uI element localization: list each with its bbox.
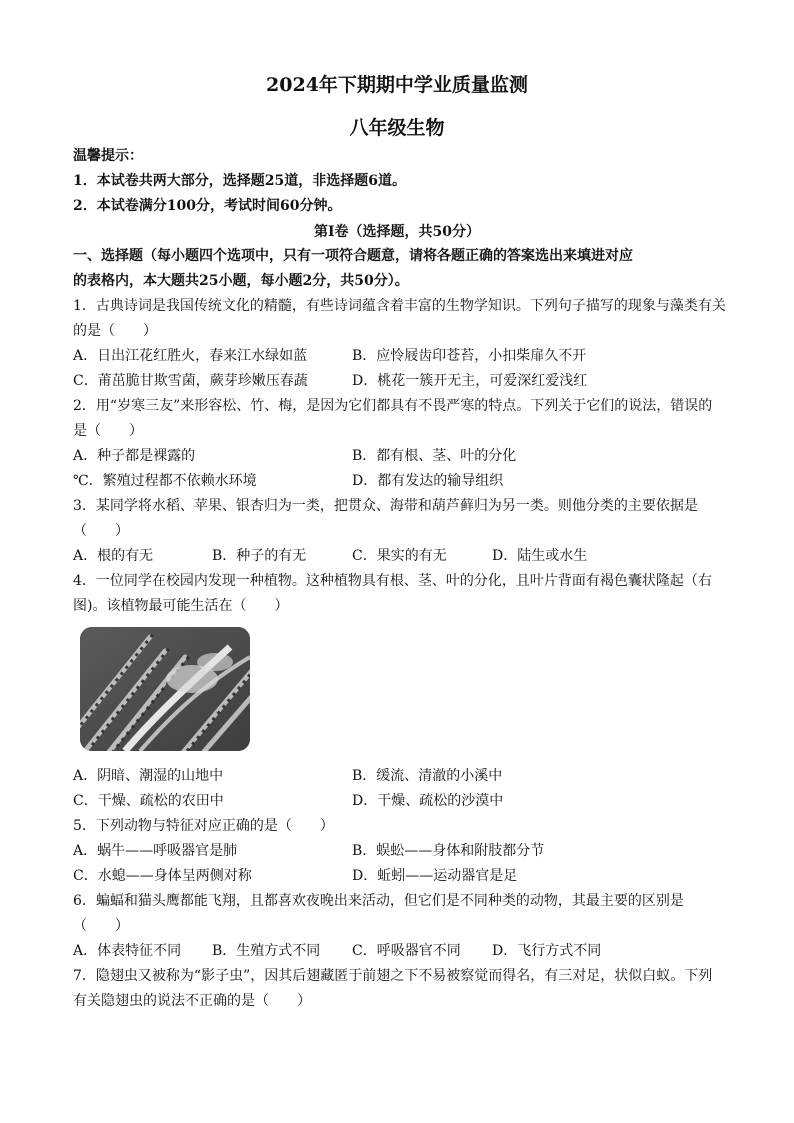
q2-option-c: ℃．繁殖过程都不依赖水环境 bbox=[73, 473, 257, 489]
notice-item-2: 2．本试卷满分100分，考试时间60分钟。 bbox=[73, 198, 342, 214]
notice-label: 温馨提示： bbox=[73, 148, 143, 164]
q5-option-d: D．蚯蚓——运动器官是足 bbox=[352, 868, 518, 884]
q3-option-c: C．果实的有无 bbox=[352, 548, 447, 564]
q3-stem-2: （ ） bbox=[73, 523, 129, 539]
q1-stem-2: 的是（ ） bbox=[73, 323, 157, 339]
section-title: 第Ⅰ卷（选择题，共50分） bbox=[313, 224, 481, 240]
q2-stem-2: 是（ ） bbox=[73, 423, 143, 439]
q4-option-c: C．干燥、疏松的农田中 bbox=[73, 793, 224, 809]
q2-stem-1: 2．用“岁寒三友”来形容松、竹、梅，是因为它们都具有不畏严寒的特点。下列关于它们的说法，错误的 bbox=[73, 398, 713, 414]
fern-leaf-photo bbox=[80, 627, 250, 751]
section-instruction-2: 的表格内，本大题共25小题，每小题2分，共50分）。 bbox=[73, 273, 409, 289]
q4-stem-1: 4．一位同学在校园内发现一种植物。这种植物具有根、茎、叶的分化，且叶片背面有褐色囊状隆起（右 bbox=[73, 573, 712, 589]
q5-option-c: C．水螅——身体呈两侧对称 bbox=[73, 868, 252, 884]
q2-option-d: D．都有发达的输导组织 bbox=[352, 473, 504, 489]
q5-option-b: B．蜈蚣——身体和附肢都分节 bbox=[352, 843, 545, 859]
q6-option-b: B．生殖方式不同 bbox=[212, 943, 321, 959]
notice-item-1: 1．本试卷共两大部分，选择题25道，非选择题6道。 bbox=[73, 173, 406, 189]
q2-option-b: B．都有根、茎、叶的分化 bbox=[352, 448, 517, 464]
q1-option-b: B．应怜屐齿印苍苔，小扣柴扉久不开 bbox=[352, 348, 587, 364]
q5-stem-1: 5．下列动物与特征对应正确的是（ ） bbox=[73, 818, 334, 834]
q1-option-d: D．桃花一簇开无主，可爱深红爱浅红 bbox=[352, 373, 588, 389]
exam-title: 2024年下期期中学业质量监测 bbox=[266, 74, 528, 96]
section-instruction-1: 一、选择题（每小题四个选项中，只有一项符合题意，请将各题正确的答案选出来填进对应 bbox=[73, 248, 633, 264]
q4-stem-2: 图)。该植物最可能生活在（ ） bbox=[73, 598, 289, 614]
q3-option-d: D．陆生或水生 bbox=[492, 548, 588, 564]
q2-option-a: A．种子都是裸露的 bbox=[73, 448, 196, 464]
q6-stem-1: 6．蝙蝠和猫头鹰都能飞翔，且都喜欢夜晚出来活动，但它们是不同种类的动物，其最主要的区别是 bbox=[73, 893, 684, 909]
q7-stem-1: 7．隐翅虫又被称为“影子虫”，因其后翅藏匿于前翅之下不易被察觉而得名，有三对足，状似白蚁。下列 bbox=[73, 968, 713, 984]
q3-option-a: A．根的有无 bbox=[73, 548, 154, 564]
exam-subtitle: 八年级生物 bbox=[349, 117, 445, 139]
q3-stem-1: 3．某同学将水稻、苹果、银杏归为一类，把贯众、海带和葫芦藓归为另一类。则他分类的主要依据是 bbox=[73, 498, 698, 514]
q1-option-a: A．日出江花红胜火，春来江水绿如蓝 bbox=[73, 348, 308, 364]
q7-stem-2: 有关隐翅虫的说法不正确的是（ ） bbox=[73, 993, 311, 1009]
q1-stem-1: 1．古典诗词是我国传统文化的精髓，有些诗词蕴含着丰富的生物学知识。下列句子描写的现象与藻类有关 bbox=[73, 298, 726, 314]
q6-option-c: C．呼吸器官不同 bbox=[352, 943, 461, 959]
q6-option-a: A．体表特征不同 bbox=[73, 943, 182, 959]
q6-stem-2: （ ） bbox=[73, 918, 129, 934]
q1-option-c: C．莆茁脆甘欺雪菌，蕨芽珍嫩压春蔬 bbox=[73, 373, 308, 389]
q4-option-b: B．缓流、清澈的小溪中 bbox=[352, 768, 503, 784]
fern-leaf-illustration bbox=[80, 627, 250, 751]
q4-option-a: A．阴暗、潮湿的山地中 bbox=[73, 768, 224, 784]
q3-option-b: B．种子的有无 bbox=[212, 548, 307, 564]
q6-option-d: D．飞行方式不同 bbox=[492, 943, 602, 959]
q4-option-d: D．干燥、疏松的沙漠中 bbox=[352, 793, 504, 809]
q5-option-a: A．蜗牛——呼吸器官是肺 bbox=[73, 843, 238, 859]
